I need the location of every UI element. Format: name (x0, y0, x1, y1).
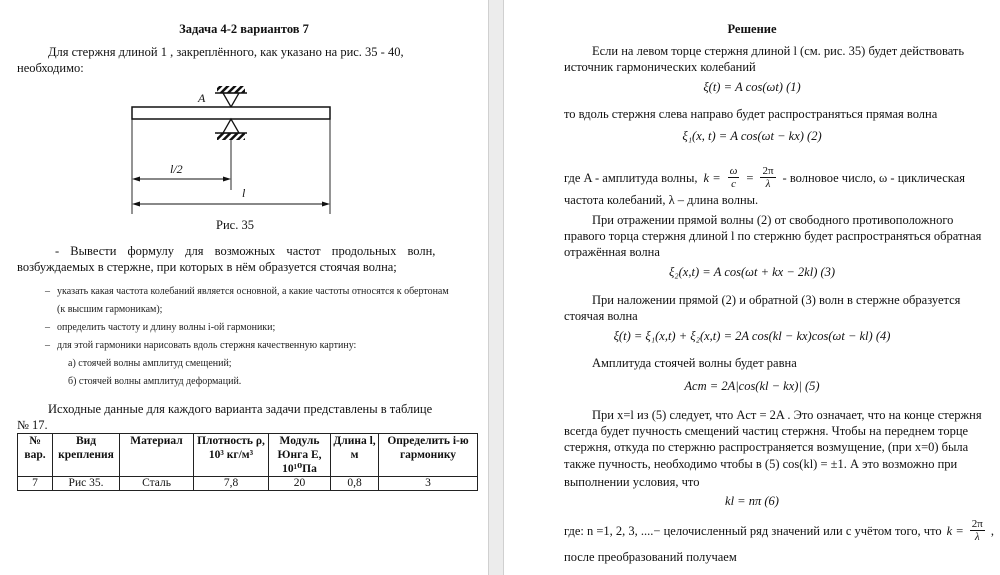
p3-line-1 (564, 165, 965, 190)
equation-2: ξ₁(x, t) = A cos(ωt − kx) (2) (682, 129, 822, 143)
p7-line-1: При x=l из (5) следует, что Aст = 2A . Это означает, что на конце стержня (592, 408, 982, 422)
dimension-label-half: l/2 (170, 162, 183, 176)
p3-line-2: частота колебаний, λ – длина волны. (564, 193, 759, 207)
cell-mount: Рис 35. (53, 477, 120, 491)
table-intro-line-2: № 17. (17, 418, 48, 432)
p7-line-5: выполнении условия, что (564, 475, 700, 489)
equation-3: ξ₂(x,t) = A cos(ωt + kx − 2kl) (3) (668, 265, 836, 279)
table-intro-line-1: Исходные данные для каждого варианта задачи представлены в таблице (48, 402, 433, 416)
p4-line-3: отражённая волна (564, 245, 660, 259)
p3-text-a: где A - амплитуда волны, (564, 170, 698, 185)
sub-item-a: а) стоячей волны амплитуд смещений; (68, 358, 232, 369)
p8-text: где: n =1, 2, 3, ....− целочисленный ряд значений или с учётом того, что (564, 523, 942, 538)
table-header-row (18, 434, 478, 477)
p3-k: k = (703, 170, 721, 185)
p4-line-2: правого торца стержня длиной l по стержню будет распространяться обратная (564, 229, 982, 243)
task-line-2: возбуждаемых в стержне, при которых в нём образуется стоячая волна; (17, 260, 397, 274)
right-page (504, 0, 1000, 575)
equation-4: ξ(t) = ξ₁(x,t) + ξ₂(x,t) = 2A cos(kl − kx)cos(ωt − kl) (4) (613, 329, 891, 343)
equation-1: ξ(t) = A cos(ωt) (1) (703, 80, 801, 94)
bullet-text: (к высшим гармоникам); (57, 304, 163, 315)
p9: после преобразований получаем (564, 550, 737, 564)
header-young: Модуль Юнга E, 10¹⁰Па (269, 434, 331, 477)
p5-line-1: При наложении прямой (2) и обратной (3) волн в стержне образуется (592, 293, 961, 307)
figure-caption: Рис. 35 (216, 218, 254, 232)
cell-material: Сталь (120, 477, 194, 491)
table-row (18, 477, 478, 491)
figure-35 (110, 82, 360, 242)
bullet-text: определить частоту и длину волны i-ой гармоники; (57, 322, 276, 333)
fraction-omega-c (728, 165, 740, 190)
fraction-2pi-lambda (970, 518, 985, 543)
p7-line-3: стержня, откуда по стержню распространяется возмущение, (при x=0) была (564, 440, 969, 454)
task-line-1: - Вывести формулу для возможных частот продольных волн, (55, 244, 436, 258)
p7-line-2: всегда будет пучность смещений частиц стержня. Чтобы на переднем торце (564, 424, 969, 438)
cell-density: 7,8 (194, 477, 269, 491)
p8-line-1 (564, 518, 994, 543)
header-length: Длина l, м (331, 434, 379, 477)
intro-line-2: необходимо: (17, 61, 84, 75)
p8-k: k = (946, 523, 964, 538)
frac-num: 2π (762, 165, 774, 177)
fraction-2pi-lambda (760, 165, 775, 190)
p8-tail: , (990, 523, 994, 538)
frac-num: ω (729, 165, 738, 177)
header-harmonic: Определить i-ю гармонику (379, 434, 478, 477)
header-material: Материал (120, 434, 194, 477)
p4-line-1: При отражении прямой волны (2) от свободного противоположного (592, 213, 954, 227)
solution-title: Решение (727, 22, 777, 36)
bullet-text: для этой гармоники нарисовать вдоль стержня качественную картину: (57, 340, 357, 351)
bullet-dash: – (45, 322, 50, 333)
p6: Амплитуда стоячей волны будет равна (592, 356, 797, 370)
frac-den: λ (765, 178, 771, 190)
sub-item-b: б) стоячей волны амплитуд деформаций. (68, 376, 242, 387)
bullet-dash: – (45, 340, 50, 351)
header-density: Плотность ρ, 10³ кг/м³ (194, 434, 269, 477)
equation-6: kl = nπ (6) (725, 494, 779, 508)
p5-line-2: стоячая волна (564, 309, 638, 323)
dimension-label-full: l (242, 186, 246, 200)
task-title: Задача 4-2 вариантов 7 (179, 22, 309, 36)
header-variant: № вар. (18, 434, 53, 477)
equals-sign: = (746, 170, 754, 185)
p2: то вдоль стержня слева направо будет распространяться прямая волна (564, 107, 938, 121)
page-gutter (488, 0, 504, 575)
support-label-a: A (198, 91, 206, 105)
p7-line-4: также пучность, необходимо чтобы в (5) cos(kl) = ±1. А это возможно при (564, 457, 958, 471)
cell-length: 0,8 (331, 477, 379, 491)
p1-line-1: Если на левом торце стержня длиной l (см. рис. 35) будет действовать (592, 44, 965, 58)
cell-harmonic: 3 (379, 477, 478, 491)
frac-den: c (731, 178, 736, 190)
frac-den: λ (974, 531, 980, 543)
intro-line-1: Для стержня длиной 1 , закреплённого, как указано на рис. 35 - 40, (48, 45, 404, 59)
left-page (0, 0, 488, 575)
p3-text-b: - волновое число, ω - циклическая (782, 170, 965, 185)
bullet-dash: – (45, 286, 50, 297)
header-mount: Вид крепления (53, 434, 120, 477)
p1-line-2: источник гармонических колебаний (564, 60, 756, 74)
cell-young: 20 (269, 477, 331, 491)
frac-num: 2π (971, 518, 983, 530)
cell-variant: 7 (18, 477, 53, 491)
data-table (17, 433, 478, 491)
equation-5: Aст = 2A|cos(kl − kx)| (5) (684, 379, 820, 393)
bullet-text: указать какая частота колебаний является основной, а какие частоты относятся к обертонам (57, 286, 449, 297)
